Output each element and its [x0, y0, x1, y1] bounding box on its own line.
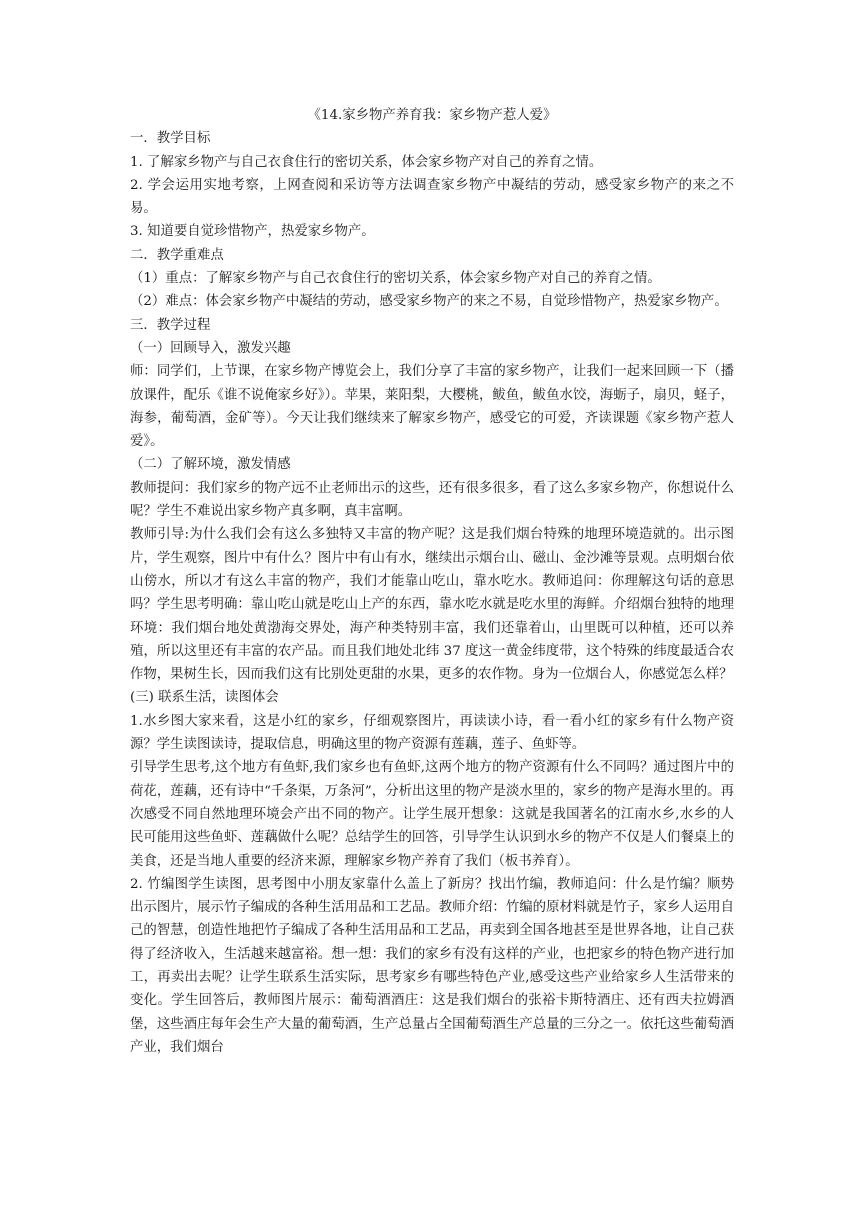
paragraph-think: 引导学生思考,这个地方有鱼虾,我们家乡也有鱼虾,这两个地方的物产资源有什么不同吗？通过图片中的荷花，莲藕，还有诗中“千条渠，万条河”，分析出这里的物产是淡水里的，家乡的物产是海水里的。再次感受不同自然地理环境会产出不同的物产。让学生展开想象：这就是我国著名的江南水乡,水乡的人民可能用这些鱼虾、莲藕做什么呢？总结学生的回答，引导学生认识到水乡的物产不仅是人们餐桌上的美食，还是当地人重要的经济来源，理解家乡物产养育了我们（板书养育）。 — [130, 760, 734, 869]
objective-1: 1. 了解家乡物产与自己衣食住行的密切关系，体会家乡物产对自己的养育之情。 — [130, 154, 603, 170]
heading-objectives: 一．教学目标 — [130, 131, 211, 147]
heading-process: 三．教学过程 — [130, 317, 211, 333]
subheading-life: (三) 联系生活，读图体会 — [130, 690, 279, 706]
paragraph-guide: 教师引导:为什么我们会有这么多独特又丰富的物产呢？这是我们烟台特殊的地理环境造就的。出示图片，学生观察，图片中有什么？图片中有山有水，继续出示烟台山、磁山、金沙滩等景观。点明烟台依山傍水，所以才有这么丰富的物产，我们才能靠山吃山，靠水吃水。教师追问：你理解这句话的意思吗？学生思考明确：靠山吃山就是吃山上产的东西，靠水吃水就是吃水里的海鲜。介绍烟台独特的地理环境：我们烟台地处黄渤海交界处，海产种类特别丰富，我们还靠着山，山里既可以种植，还可以养殖，所以这里还有丰富的农产品。而且我们地处北纬 37 度这一黄金纬度带，这个特殊的纬度最适合农作物，果树生长，因而我们这有比别处更甜的水果，更多的农作物。身为一位烟台人，你感觉怎么样？ — [130, 527, 734, 683]
objective-3: 3. 知道要自觉珍惜物产，热爱家乡物产。 — [130, 224, 375, 240]
paragraph-question: 教师提问：我们家乡的物产远不止老师出示的这些，还有很多很多，看了这么多家乡物产，你想说什么呢？学生不难说出家乡物产真多啊，真丰富啊。 — [130, 480, 734, 520]
subheading-review: （一）回顾导入，激发兴趣 — [130, 340, 291, 356]
key-point: （1）重点：了解家乡物产与自己衣食住行的密切关系，体会家乡物产对自己的养育之情。 — [130, 271, 661, 287]
paragraph-water-town: 1.水乡图大家来看，这是小红的家乡，仔细观察图片，再读读小诗，看一看小红的家乡有什么物产资源？学生读图读诗，提取信息，明确这里的物产资源有莲藕，莲子、鱼虾等。 — [130, 713, 734, 753]
difficult-point: （2）难点：体会家乡物产中凝结的劳动，感受家乡物产的来之不易，自觉珍惜物产，热爱家乡物产。 — [130, 294, 728, 310]
paragraph-review: 师：同学们，上节课，在家乡物产博览会上，我们分享了丰富的家乡物产，让我们一起来回顾一下（播放课件，配乐《谁不说俺家乡好》）。苹果，莱阳梨，大樱桃，鲅鱼，鲅鱼水饺，海蛎子，扇贝，蛏子，海参，葡萄酒，金矿等）。今天让我们继续来了解家乡物产，感受它的可爱，齐读课题《家乡物产惹人爱》。 — [130, 364, 734, 450]
subheading-environment: （二）了解环境，激发情感 — [130, 457, 291, 473]
objective-2: 2. 学会运用实地考察，上网查阅和采访等方法调查家乡物产中凝结的劳动，感受家乡物产的来之不易。 — [130, 177, 734, 217]
document-title: 《14.家乡物产养育我：家乡物产惹人爱》 — [307, 108, 557, 123]
heading-key-points: 二．教学重难点 — [130, 247, 224, 263]
paragraph-bamboo: 2. 竹编图学生读图，思考图中小朋友家靠什么盖上了新房？找出竹编，教师追问：什么是竹编？顺势出示图片，展示竹子编成的各种生活用品和工艺品。教师介绍：竹编的原材料就是竹子，家乡人运用自己的智慧，创造性地把竹子编成了各种生活用品和工艺品，再卖到全国各地甚至是世界各地，让自己获得了经济收入，生活越来越富裕。想一想：我们的家乡有没有这样的产业，也把家乡的特色物产进行加工，再卖出去呢？让学生联系生活实际，思考家乡有哪些特色产业,感受这些产业给家乡人生活带来的变化。学生回答后，教师图片展示：葡萄酒酒庄：这是我们烟台的张裕卡斯特酒庄、还有西夫拉姆酒堡，这些酒庄每年会生产大量的葡萄酒，生产总量占全国葡萄酒生产总量的三分之一。依托这些葡萄酒产业，我们烟台 — [130, 876, 734, 1055]
document-page — [130, 104, 734, 1059]
